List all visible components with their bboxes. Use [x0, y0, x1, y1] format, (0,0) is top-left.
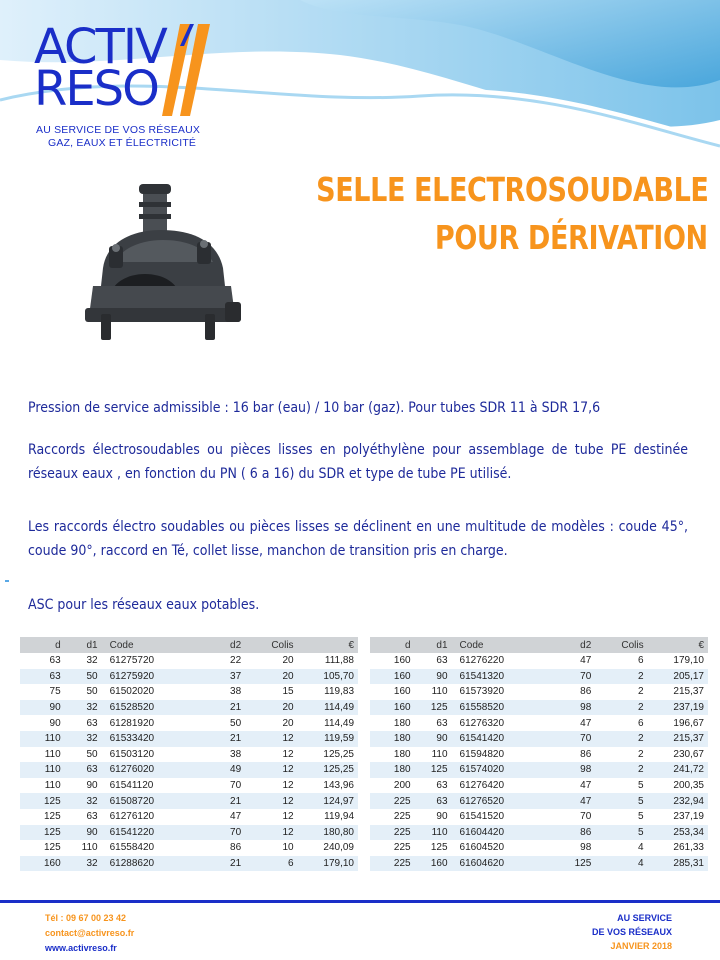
cell-code: 61541320 — [450, 669, 551, 685]
cell-colis: 20 — [243, 700, 295, 716]
page-title-line-1: SELLE ELECTROSOUDABLE — [315, 170, 708, 209]
col-header-d: d — [20, 637, 63, 653]
cell-price: 125,25 — [296, 762, 358, 778]
cell-colis: 12 — [243, 793, 295, 809]
cell-d: 110 — [20, 747, 63, 763]
cell-d1: 110 — [413, 747, 450, 763]
cell-price: 237,19 — [646, 700, 708, 716]
table-header-row — [20, 637, 358, 653]
description-models: Les raccords électro soudables ou pièces lisses se déclinent en une multitude de modèles : coude 45°, coude 90°, raccord en Té, collet lisse, manchon de transition pris en charge. — [28, 519, 688, 559]
cell-colis: 6 — [593, 653, 645, 669]
cell-colis: 12 — [243, 809, 295, 825]
cell-price: 111,88 — [296, 653, 358, 669]
cell-d2: 21 — [201, 793, 243, 809]
cell-d: 125 — [20, 825, 63, 841]
cell-price: 124,97 — [296, 793, 358, 809]
cell-price: 196,67 — [646, 715, 708, 731]
cell-price: 114,49 — [296, 715, 358, 731]
cell-d: 225 — [370, 809, 413, 825]
cell-d1: 63 — [413, 653, 450, 669]
cell-d2: 47 — [201, 809, 243, 825]
table-row — [20, 793, 358, 809]
cell-d2: 70 — [551, 809, 594, 825]
cell-d: 180 — [370, 762, 413, 778]
logo-text-reso: RESO — [34, 61, 158, 117]
cell-d: 125 — [20, 793, 63, 809]
table-row — [20, 825, 358, 841]
table-row — [370, 856, 708, 872]
cell-d: 75 — [20, 684, 63, 700]
cell-colis: 5 — [593, 825, 645, 841]
table-row — [370, 809, 708, 825]
cell-d1: 160 — [413, 856, 450, 872]
cell-d1: 63 — [413, 793, 450, 809]
cell-colis: 12 — [243, 762, 295, 778]
cell-d: 125 — [20, 809, 63, 825]
cell-colis: 10 — [243, 840, 295, 856]
activ-reso-logo — [34, 19, 234, 152]
col-header-d1: d1 — [63, 637, 100, 653]
cell-d: 225 — [370, 840, 413, 856]
cell-colis: 2 — [593, 731, 645, 747]
cell-d2: 21 — [201, 731, 243, 747]
cell-price: 119,83 — [296, 684, 358, 700]
logo-text-activ: ACTIV — [34, 19, 166, 75]
cell-price: 230,67 — [646, 747, 708, 763]
cell-d1: 50 — [63, 747, 100, 763]
cell-price: 125,25 — [296, 747, 358, 763]
table-row — [20, 762, 358, 778]
cell-code: 61528520 — [100, 700, 201, 716]
table-row — [20, 778, 358, 794]
table-row — [370, 669, 708, 685]
footer-email-link[interactable]: contact@activreso.fr — [45, 928, 135, 938]
cell-d: 110 — [20, 731, 63, 747]
cell-d1: 125 — [413, 762, 450, 778]
col-header-d1: d1 — [413, 637, 450, 653]
cell-d2: 86 — [551, 747, 594, 763]
cell-code: 61604620 — [450, 856, 551, 872]
table-row — [20, 669, 358, 685]
cell-code: 61541420 — [450, 731, 551, 747]
cell-d: 90 — [20, 715, 63, 731]
spec-table-left — [20, 637, 358, 871]
cell-price: 285,31 — [646, 856, 708, 872]
table-row — [370, 715, 708, 731]
cell-d1: 32 — [63, 856, 100, 872]
cell-code: 61276420 — [450, 778, 551, 794]
cell-price: 200,35 — [646, 778, 708, 794]
cell-d2: 37 — [201, 669, 243, 685]
cell-d2: 47 — [551, 778, 594, 794]
cell-price: 215,37 — [646, 684, 708, 700]
cell-d2: 38 — [201, 747, 243, 763]
cell-code: 61541520 — [450, 809, 551, 825]
cell-code: 61558520 — [450, 700, 551, 716]
cell-colis: 20 — [243, 669, 295, 685]
cell-colis: 2 — [593, 669, 645, 685]
cell-colis: 4 — [593, 856, 645, 872]
cell-d2: 21 — [201, 856, 243, 872]
cell-d1: 90 — [413, 669, 450, 685]
cell-price: 253,34 — [646, 825, 708, 841]
cell-d: 180 — [370, 747, 413, 763]
footer-divider — [0, 900, 720, 903]
cell-code: 61574020 — [450, 762, 551, 778]
cell-d1: 110 — [413, 825, 450, 841]
cell-price: 179,10 — [646, 653, 708, 669]
cell-d2: 86 — [201, 840, 243, 856]
cell-code: 61503120 — [100, 747, 201, 763]
cell-colis: 20 — [243, 653, 295, 669]
cell-d1: 32 — [63, 793, 100, 809]
footer-slogan-2: DE VOS RÉSEAUX — [591, 927, 672, 937]
cell-code: 61604520 — [450, 840, 551, 856]
cell-d2: 21 — [201, 700, 243, 716]
col-header-price: € — [646, 637, 708, 653]
cell-colis: 5 — [593, 809, 645, 825]
cell-code: 61541120 — [100, 778, 201, 794]
cell-d2: 47 — [551, 793, 594, 809]
table-row — [20, 653, 358, 669]
cell-colis: 12 — [243, 747, 295, 763]
cell-colis: 2 — [593, 684, 645, 700]
table-row — [370, 840, 708, 856]
cell-price: 205,17 — [646, 669, 708, 685]
cell-d: 110 — [20, 778, 63, 794]
cell-d1: 90 — [413, 731, 450, 747]
cell-d2: 70 — [201, 778, 243, 794]
cell-d2: 125 — [551, 856, 594, 872]
cell-code: 61541220 — [100, 825, 201, 841]
cell-colis: 15 — [243, 684, 295, 700]
table-row — [370, 793, 708, 809]
table-row — [370, 684, 708, 700]
cell-d1: 50 — [63, 684, 100, 700]
cell-d: 125 — [20, 840, 63, 856]
cell-d: 225 — [370, 856, 413, 872]
cell-code: 61502020 — [100, 684, 201, 700]
cell-price: 105,70 — [296, 669, 358, 685]
page-title-line-2: POUR DÉRIVATION — [435, 218, 708, 257]
cell-colis: 12 — [243, 731, 295, 747]
table-row — [370, 825, 708, 841]
cell-d: 110 — [20, 762, 63, 778]
cell-code: 61276320 — [450, 715, 551, 731]
cell-price: 232,94 — [646, 793, 708, 809]
cell-d1: 63 — [63, 809, 100, 825]
cell-price: 240,09 — [296, 840, 358, 856]
cell-colis: 5 — [593, 793, 645, 809]
cell-price: 241,72 — [646, 762, 708, 778]
col-header-d: d — [370, 637, 413, 653]
table-row — [370, 700, 708, 716]
table-row — [370, 762, 708, 778]
cell-code: 61508720 — [100, 793, 201, 809]
cell-d2: 98 — [551, 762, 594, 778]
cell-d2: 22 — [201, 653, 243, 669]
cell-code: 61276020 — [100, 762, 201, 778]
cell-d1: 63 — [63, 715, 100, 731]
description-asc: ASC pour les réseaux eaux potables. — [28, 597, 260, 613]
cell-d: 160 — [370, 700, 413, 716]
cell-code: 61275920 — [100, 669, 201, 685]
cell-colis: 4 — [593, 840, 645, 856]
cell-price: 215,37 — [646, 731, 708, 747]
cell-d2: 70 — [201, 825, 243, 841]
cell-d: 225 — [370, 825, 413, 841]
cell-d2: 86 — [551, 825, 594, 841]
cell-colis: 2 — [593, 700, 645, 716]
cell-code: 61275720 — [100, 653, 201, 669]
cell-code: 61558420 — [100, 840, 201, 856]
cell-d: 63 — [20, 653, 63, 669]
col-header-colis: Colis — [243, 637, 295, 653]
footer-phone: Tél : 09 67 00 23 42 — [45, 913, 127, 923]
cell-code: 61533420 — [100, 731, 201, 747]
cell-d1: 125 — [413, 700, 450, 716]
cell-code: 61573920 — [450, 684, 551, 700]
cell-d: 90 — [20, 700, 63, 716]
cell-d1: 110 — [413, 684, 450, 700]
table-row — [20, 700, 358, 716]
table-header-row — [370, 637, 708, 653]
cell-d2: 47 — [551, 715, 594, 731]
spec-table-left-body — [20, 653, 358, 871]
cell-d1: 63 — [413, 715, 450, 731]
cell-d: 63 — [20, 669, 63, 685]
divider-mark — [5, 580, 9, 582]
col-header-code: Code — [450, 637, 551, 653]
logo-tagline-1: AU SERVICE DE VOS RÉSEAUX — [36, 124, 201, 136]
cell-d: 180 — [370, 731, 413, 747]
cell-d1: 110 — [63, 840, 100, 856]
cell-code: 61288620 — [100, 856, 201, 872]
cell-colis: 12 — [243, 778, 295, 794]
cell-d1: 32 — [63, 731, 100, 747]
cell-colis: 6 — [243, 856, 295, 872]
cell-d2: 50 — [201, 715, 243, 731]
cell-d: 160 — [370, 684, 413, 700]
cell-d1: 63 — [413, 778, 450, 794]
table-row — [370, 731, 708, 747]
col-header-code: Code — [100, 637, 201, 653]
col-header-colis: Colis — [593, 637, 645, 653]
logo-tagline-2: GAZ, EAUX ET ÉLECTRICITÉ — [48, 137, 197, 149]
description-fittings: Raccords électrosoudables ou pièces lisses en polyéthylène pour assemblage de tube PE destinée réseaux eaux , en fonction du PN ( 6 a 16) du SDR et type de tube PE utilisé. — [28, 442, 688, 482]
cell-d1: 50 — [63, 669, 100, 685]
cell-d2: 49 — [201, 762, 243, 778]
description-pressure: Pression de service admissible : 16 bar (eau) / 10 bar (gaz). Pour tubes SDR 11 à SDR 17,6 — [28, 400, 601, 416]
footer-website-link[interactable]: www.activreso.fr — [45, 943, 117, 953]
spec-table-right — [370, 637, 708, 871]
cell-colis: 5 — [593, 778, 645, 794]
cell-d2: 86 — [551, 684, 594, 700]
cell-code: 61281920 — [100, 715, 201, 731]
table-row — [370, 747, 708, 763]
logo-slashes-icon — [162, 22, 222, 118]
col-header-d2: d2 — [551, 637, 594, 653]
cell-d1: 63 — [63, 762, 100, 778]
cell-d: 160 — [370, 669, 413, 685]
footer-slogan-1: AU SERVICE — [617, 913, 672, 923]
spec-table-right-body — [370, 653, 708, 871]
cell-d2: 47 — [551, 653, 594, 669]
cell-d: 180 — [370, 715, 413, 731]
table-row — [20, 747, 358, 763]
table-row — [20, 856, 358, 872]
cell-d: 225 — [370, 793, 413, 809]
cell-colis: 12 — [243, 825, 295, 841]
cell-d1: 125 — [413, 840, 450, 856]
cell-d1: 90 — [63, 825, 100, 841]
table-row — [20, 840, 358, 856]
cell-d1: 32 — [63, 700, 100, 716]
footer-date: JANVIER 2018 — [610, 941, 672, 951]
cell-d1: 90 — [63, 778, 100, 794]
cell-d2: 70 — [551, 731, 594, 747]
cell-d1: 90 — [413, 809, 450, 825]
table-row — [370, 653, 708, 669]
cell-price: 119,59 — [296, 731, 358, 747]
cell-code: 61276520 — [450, 793, 551, 809]
electrofusion-saddle-image — [75, 158, 247, 358]
cell-colis: 20 — [243, 715, 295, 731]
cell-code: 61276120 — [100, 809, 201, 825]
cell-d1: 32 — [63, 653, 100, 669]
cell-colis: 6 — [593, 715, 645, 731]
cell-d: 160 — [20, 856, 63, 872]
cell-price: 119,94 — [296, 809, 358, 825]
cell-price: 180,80 — [296, 825, 358, 841]
table-row — [370, 778, 708, 794]
cell-code: 61594820 — [450, 747, 551, 763]
cell-colis: 2 — [593, 762, 645, 778]
table-row — [20, 731, 358, 747]
cell-d2: 98 — [551, 700, 594, 716]
cell-colis: 2 — [593, 747, 645, 763]
cell-code: 61276220 — [450, 653, 551, 669]
cell-d: 200 — [370, 778, 413, 794]
cell-price: 261,33 — [646, 840, 708, 856]
table-row — [20, 809, 358, 825]
cell-price: 114,49 — [296, 700, 358, 716]
cell-d2: 38 — [201, 684, 243, 700]
cell-price: 179,10 — [296, 856, 358, 872]
table-row — [20, 684, 358, 700]
cell-d2: 98 — [551, 840, 594, 856]
cell-d: 160 — [370, 653, 413, 669]
cell-d2: 70 — [551, 669, 594, 685]
cell-code: 61604420 — [450, 825, 551, 841]
cell-price: 237,19 — [646, 809, 708, 825]
cell-price: 143,96 — [296, 778, 358, 794]
col-header-d2: d2 — [201, 637, 243, 653]
col-header-price: € — [296, 637, 358, 653]
table-row — [20, 715, 358, 731]
